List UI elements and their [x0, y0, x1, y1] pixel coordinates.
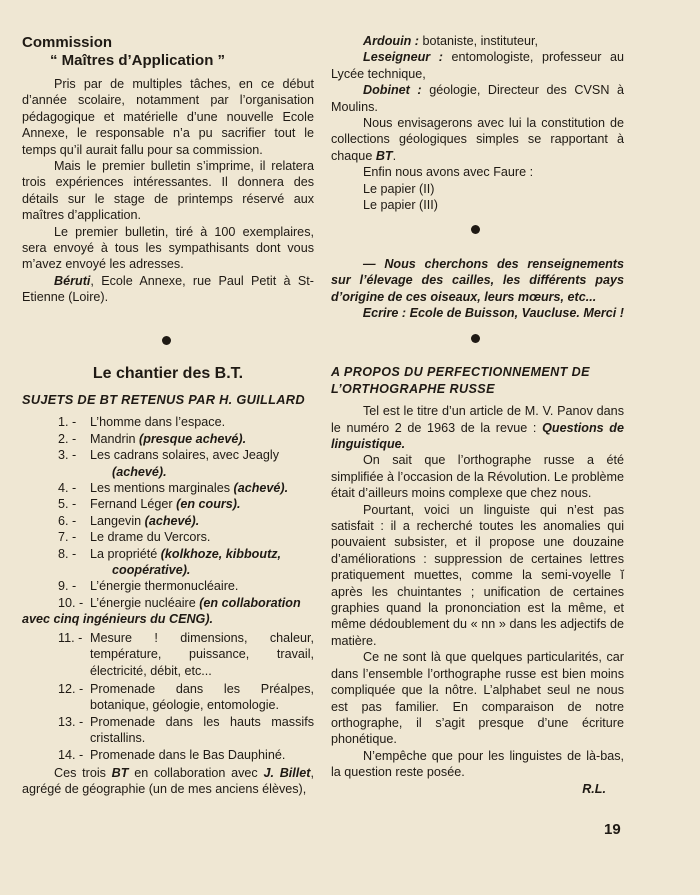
section-bullet	[162, 336, 171, 345]
list-item: 1. - L’homme dans l’espace.	[58, 415, 226, 430]
papier-2: Le papier (II)	[363, 181, 435, 196]
list-item: 12. - Promenade dans les Préalpes, botanique, géologie, entomologie.	[58, 681, 314, 713]
collaborator-ardouin: Ardouin : botaniste, instituteur,	[363, 34, 538, 48]
list-item: 7. - Le drame du Vercors.	[58, 530, 211, 545]
apropos-paragraph-2: On sait que l’orthographe russe a été simplifiée à l’occasion de la Révolution. Le problème était d’ailleurs moins complexe que chez nous.	[331, 453, 624, 501]
collab-paragraph: Nous envisagerons avec lui la constitution de collections géologiques simples se rapportant à chaque BT.	[331, 116, 624, 163]
apropos-section	[331, 364, 624, 797]
bt-subject-list	[22, 414, 314, 763]
faure-line: Enfin nous avons avec Faure :	[363, 165, 534, 180]
papier-3: Le papier (III)	[363, 198, 438, 213]
list-item: 9. - L’énergie thermonucléaire.	[58, 579, 239, 594]
commission-paragraph-3: Le premier bulletin, tiré à 100 exemplaires, sera envoyé à tous les sympathisants dont vous m’avez envoyé les adresses.	[22, 224, 314, 272]
signature-name: Béruti	[54, 273, 91, 288]
apropos-signature: R.L.	[582, 781, 606, 796]
section-bullet	[471, 225, 480, 234]
list-item: 10. - L’énergie nucléaire (en collaboration avec cinq ingénieurs du CENG).	[22, 595, 301, 627]
collaborators-section	[331, 33, 624, 213]
commission-subheading: “ Maîtres d’Application ”	[50, 52, 226, 69]
cailles-contact: Ecrire : Ecole de Buisson, Vaucluse. Merci !	[362, 306, 624, 321]
list-item: 3. - Les cadrans solaires, avec Jeagly (achevé).	[58, 448, 280, 479]
commission-heading: Commission	[22, 34, 113, 51]
commission-signature	[22, 273, 314, 306]
list-item: 8. - La propriété (kolkhoze, kibboutz, coopérative).	[58, 546, 282, 578]
chantier-subtitle: SUJETS DE BT RETENUS PAR H. GUILLARD	[22, 392, 305, 407]
chantier-title: Le chantier des B.T.	[92, 365, 244, 382]
apropos-paragraph-3: Pourtant, voici un linguiste qui n’est pas satisfait : il a recherché toutes les anomalies qui pouvaient subsister, et il propose une douzaine d’améliorations : suppression de certaines lettres pratiquement muettes, comme la semi-voyelle ĭ après les chuintantes ; unification de certaines graphies quand la prononciation est la même, et même dédoublement du « nn » dans les adjectifs de matière.	[331, 502, 624, 648]
collaborator-leseigneur: Leseigneur : entomologiste, professeur au Lycée technique,	[331, 50, 624, 81]
commission-paragraph-2: Mais le premier bulletin s’imprime, il relatera trois expériences intéressantes. Il donnera des détails sur le stage de printemps réservé aux maîtres d’application.	[22, 159, 314, 223]
chantier-section	[22, 364, 314, 798]
page-number: 19	[604, 821, 621, 838]
signature-address: , Ecole Annexe, rue Paul Petit à St-Etienne (Loire).	[22, 273, 314, 305]
list-item: 5. - Fernand Léger (en cours).	[58, 497, 241, 512]
apropos-paragraph-1: Tel est le titre d’un article de M. V. Panov dans le numéro 2 de 1963 de la revue : Questions de linguistique.	[331, 404, 624, 451]
list-item: 2. - Mandrin (presque achevé).	[58, 431, 247, 446]
list-item: 4. - Les mentions marginales (achevé).	[58, 481, 289, 496]
cailles-section	[331, 256, 624, 322]
apropos-paragraph-4: Ce ne sont là que quelques particularités, car dans l’ensemble l’orthographe russe est bien moins compliquée que la nôtre. L’alphabet seul ne nous est pas familier. En comparaison de notre orthographe, il s’agit presque d’une écriture phonétique.	[331, 650, 624, 747]
list-item: 14. - Promenade dans le Bas Dauphiné.	[58, 747, 286, 762]
commission-paragraph-1: Pris par de multiples tâches, en ce début d’année scolaire, notamment par l’organisation pédagogique et matérielle d’une nouvelle Ecole Annexe, le responsable n’a pu sacrifier tout le temps qu’il aurait fallu pour sa commission.	[22, 77, 314, 157]
chantier-closing: Ces trois BT en collaboration avec J. Billet, agrégé de géographie (un de mes anciens élèves),	[22, 765, 314, 797]
list-item: 13. - Promenade dans les hauts massifs cristallins.	[58, 714, 314, 746]
apropos-paragraph-5: N’empêche que pour les linguistes de là-bas, la question reste posée.	[331, 748, 624, 780]
apropos-title: A PROPOS DU PERFECTIONNEMENT DE L’ORTHOGRAPHE RUSSE	[331, 365, 590, 396]
list-item: 11. - Mesure ! dimensions, chaleur, température, puissance, travail, électricité, débit, etc...	[58, 630, 314, 678]
list-item: 6. - Langevin (achevé).	[58, 513, 200, 528]
collaborator-dobinet: Dobinet : géologie, Directeur des CVSN à Moulins.	[331, 83, 624, 114]
commission-section	[22, 34, 314, 306]
cailles-request: — Nous cherchons des renseignements sur l’élevage des cailles, les différents pays d’origine de ces oiseaux, leurs mœurs, etc...	[331, 257, 624, 304]
section-bullet	[471, 334, 480, 343]
